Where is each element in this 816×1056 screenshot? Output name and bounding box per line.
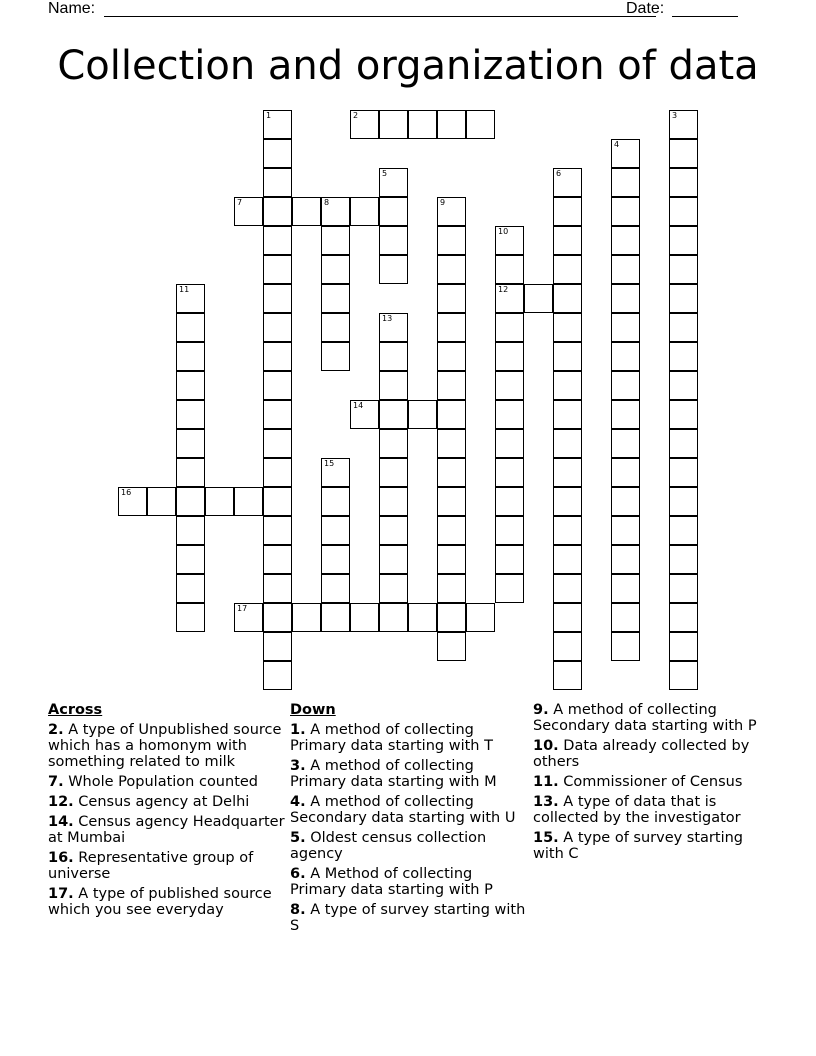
crossword-cell[interactable] bbox=[263, 110, 292, 139]
crossword-cell[interactable] bbox=[292, 603, 321, 632]
crossword-cell[interactable] bbox=[263, 429, 292, 458]
crossword-cell[interactable] bbox=[611, 197, 640, 226]
clue-number: 12 bbox=[498, 285, 509, 294]
clue-number: 14 bbox=[353, 401, 364, 410]
down-heading: Down bbox=[290, 702, 336, 718]
crossword-cell[interactable] bbox=[234, 197, 263, 226]
down-clues-continued bbox=[533, 702, 773, 866]
crossword-cell[interactable] bbox=[437, 226, 466, 255]
clue-number: 16 bbox=[121, 488, 132, 497]
crossword-cell[interactable] bbox=[176, 342, 205, 371]
crossword-cell[interactable] bbox=[176, 516, 205, 545]
crossword-cell[interactable] bbox=[437, 603, 466, 632]
crossword-cell[interactable] bbox=[379, 255, 408, 284]
crossword-cell[interactable] bbox=[553, 487, 582, 516]
crossword-cell[interactable] bbox=[669, 545, 698, 574]
clue-down-1: 1. A method of collecting Primary data starting with T bbox=[290, 722, 493, 754]
crossword-cell[interactable] bbox=[495, 487, 524, 516]
crossword-cell[interactable] bbox=[176, 429, 205, 458]
clue-across-14: 14. Census agency Headquarter at Mumbai bbox=[48, 814, 285, 846]
crossword-cell[interactable] bbox=[321, 458, 350, 487]
crossword-cell[interactable] bbox=[176, 545, 205, 574]
crossword-cell[interactable] bbox=[321, 487, 350, 516]
crossword-cell[interactable] bbox=[437, 371, 466, 400]
clue-down-10: 10. Data already collected by others bbox=[533, 738, 750, 770]
crossword-cell[interactable] bbox=[524, 284, 553, 313]
clue-down-6: 6. A Method of collecting Primary data starting with P bbox=[290, 866, 493, 898]
clue-number: 1 bbox=[266, 111, 272, 120]
clue-down-9: 9. A method of collecting Secondary data starting with P bbox=[533, 702, 757, 734]
clue-down-8: 8. A type of survey starting with S bbox=[290, 902, 526, 934]
crossword-cell[interactable] bbox=[611, 516, 640, 545]
crossword-cell[interactable] bbox=[495, 429, 524, 458]
crossword-cell[interactable] bbox=[553, 632, 582, 661]
crossword-cell[interactable] bbox=[669, 110, 698, 139]
crossword-cell[interactable] bbox=[263, 168, 292, 197]
crossword-cell[interactable] bbox=[379, 168, 408, 197]
crossword-cell[interactable] bbox=[495, 400, 524, 429]
crossword-cell[interactable] bbox=[263, 661, 292, 690]
crossword-cell[interactable] bbox=[437, 429, 466, 458]
crossword-cell[interactable] bbox=[408, 110, 437, 139]
crossword-cell[interactable] bbox=[263, 516, 292, 545]
crossword-cell[interactable] bbox=[263, 226, 292, 255]
crossword-cell[interactable] bbox=[611, 603, 640, 632]
clue-number: 9 bbox=[440, 198, 446, 207]
crossword-cell[interactable] bbox=[147, 487, 176, 516]
clue-down-13: 13. A type of data that is collected by the investigator bbox=[533, 794, 741, 826]
crossword-cell[interactable] bbox=[379, 545, 408, 574]
crossword-cell[interactable] bbox=[611, 458, 640, 487]
crossword-cell[interactable] bbox=[669, 487, 698, 516]
crossword-cell[interactable] bbox=[553, 197, 582, 226]
crossword-cell[interactable] bbox=[379, 197, 408, 226]
clue-number: 2 bbox=[353, 111, 359, 120]
crossword-cell[interactable] bbox=[205, 487, 234, 516]
crossword-cell[interactable] bbox=[176, 371, 205, 400]
crossword-cell[interactable] bbox=[611, 487, 640, 516]
crossword-cell[interactable] bbox=[263, 197, 292, 226]
crossword-cell[interactable] bbox=[379, 400, 408, 429]
clue-down-11: 11. Commissioner of Census bbox=[533, 774, 743, 790]
crossword-cell[interactable] bbox=[263, 603, 292, 632]
crossword-cell[interactable] bbox=[379, 342, 408, 371]
crossword-cell[interactable] bbox=[553, 342, 582, 371]
crossword-cell[interactable] bbox=[553, 661, 582, 690]
crossword-cell[interactable] bbox=[495, 545, 524, 574]
crossword-cell[interactable] bbox=[321, 342, 350, 371]
crossword-cell[interactable] bbox=[379, 516, 408, 545]
crossword-cell[interactable] bbox=[553, 313, 582, 342]
crossword-cell[interactable] bbox=[553, 371, 582, 400]
crossword-cell[interactable] bbox=[263, 139, 292, 168]
crossword-cell[interactable] bbox=[437, 255, 466, 284]
crossword-cell[interactable] bbox=[321, 603, 350, 632]
crossword-cell[interactable] bbox=[495, 371, 524, 400]
crossword-cell[interactable] bbox=[669, 342, 698, 371]
crossword-cell[interactable] bbox=[669, 197, 698, 226]
crossword-cell[interactable] bbox=[350, 400, 379, 429]
crossword-cell[interactable] bbox=[669, 284, 698, 313]
crossword-cell[interactable] bbox=[263, 255, 292, 284]
crossword-cell[interactable] bbox=[611, 284, 640, 313]
clue-across-17: 17. A type of published source which you see everyday bbox=[48, 886, 272, 918]
clue-number: 8 bbox=[324, 198, 330, 207]
clue-number: 5 bbox=[382, 169, 388, 178]
crossword-cell[interactable] bbox=[350, 110, 379, 139]
crossword-cell[interactable] bbox=[611, 139, 640, 168]
crossword-cell[interactable] bbox=[379, 110, 408, 139]
crossword-cell[interactable] bbox=[611, 255, 640, 284]
crossword-cell[interactable] bbox=[669, 603, 698, 632]
crossword-cell[interactable] bbox=[263, 400, 292, 429]
crossword-cell[interactable] bbox=[176, 284, 205, 313]
crossword-cell[interactable] bbox=[176, 458, 205, 487]
crossword-cell[interactable] bbox=[379, 429, 408, 458]
crossword-cell[interactable] bbox=[669, 632, 698, 661]
crossword-cell[interactable] bbox=[437, 545, 466, 574]
crossword-cell[interactable] bbox=[553, 574, 582, 603]
crossword-cell[interactable] bbox=[408, 400, 437, 429]
crossword-cell[interactable] bbox=[495, 313, 524, 342]
crossword-cell[interactable] bbox=[437, 342, 466, 371]
crossword-cell[interactable] bbox=[263, 342, 292, 371]
crossword-cell[interactable] bbox=[176, 400, 205, 429]
crossword-cell[interactable] bbox=[611, 371, 640, 400]
crossword-cell[interactable] bbox=[263, 545, 292, 574]
crossword-cell[interactable] bbox=[611, 429, 640, 458]
crossword-cell[interactable] bbox=[669, 226, 698, 255]
crossword-cell[interactable] bbox=[669, 661, 698, 690]
clue-down-5: 5. Oldest census collection agency bbox=[290, 830, 487, 862]
clue-down-3: 3. A method of collecting Primary data starting with M bbox=[290, 758, 497, 790]
crossword-cell[interactable] bbox=[321, 313, 350, 342]
crossword-cell[interactable] bbox=[669, 255, 698, 284]
crossword-cell[interactable] bbox=[437, 284, 466, 313]
crossword-cell[interactable] bbox=[495, 342, 524, 371]
crossword-cell[interactable] bbox=[234, 487, 263, 516]
crossword-cell[interactable] bbox=[611, 226, 640, 255]
clue-number: 15 bbox=[324, 459, 335, 468]
crossword-cell[interactable] bbox=[611, 168, 640, 197]
crossword-cell[interactable] bbox=[611, 574, 640, 603]
crossword-cell[interactable] bbox=[263, 313, 292, 342]
clue-down-15: 15. A type of survey starting with C bbox=[533, 830, 744, 862]
crossword-cell[interactable] bbox=[437, 110, 466, 139]
crossword-cell[interactable] bbox=[553, 400, 582, 429]
crossword-cell[interactable] bbox=[379, 603, 408, 632]
crossword-cell[interactable] bbox=[669, 168, 698, 197]
clue-number: 10 bbox=[498, 227, 509, 236]
crossword-cell[interactable] bbox=[466, 603, 495, 632]
crossword-cell[interactable] bbox=[495, 255, 524, 284]
crossword-cell[interactable] bbox=[292, 197, 321, 226]
date-label: Date: bbox=[626, 0, 665, 17]
clue-across-12: 12. Census agency at Delhi bbox=[48, 794, 250, 810]
crossword-cell[interactable] bbox=[611, 400, 640, 429]
crossword-cell[interactable] bbox=[379, 574, 408, 603]
crossword-cell[interactable] bbox=[466, 110, 495, 139]
crossword-cell[interactable] bbox=[553, 516, 582, 545]
clue-number: 4 bbox=[614, 140, 620, 149]
clue-across-7: 7. Whole Population counted bbox=[48, 774, 259, 790]
crossword-cell[interactable] bbox=[669, 429, 698, 458]
crossword-cell[interactable] bbox=[379, 313, 408, 342]
crossword-cell[interactable] bbox=[176, 574, 205, 603]
crossword-cell[interactable] bbox=[437, 632, 466, 661]
crossword-cell[interactable] bbox=[437, 313, 466, 342]
crossword-cell[interactable] bbox=[437, 458, 466, 487]
clue-across-2: 2. A type of Unpublished source which has a homonym with something related to milk bbox=[48, 722, 282, 770]
crossword-cell[interactable] bbox=[553, 255, 582, 284]
crossword-cell[interactable] bbox=[495, 574, 524, 603]
crossword-cell[interactable] bbox=[321, 516, 350, 545]
crossword-cell[interactable] bbox=[321, 197, 350, 226]
crossword-cell[interactable] bbox=[263, 458, 292, 487]
crossword-cell[interactable] bbox=[495, 284, 524, 313]
clue-number: 17 bbox=[237, 604, 248, 613]
crossword-cell[interactable] bbox=[234, 603, 263, 632]
crossword-cell[interactable] bbox=[495, 458, 524, 487]
crossword-cell[interactable] bbox=[321, 574, 350, 603]
crossword-cell[interactable] bbox=[553, 458, 582, 487]
crossword-cell[interactable] bbox=[263, 632, 292, 661]
crossword-cell[interactable] bbox=[176, 487, 205, 516]
crossword-cell[interactable] bbox=[321, 226, 350, 255]
crossword-cell[interactable] bbox=[379, 458, 408, 487]
crossword-cell[interactable] bbox=[437, 197, 466, 226]
crossword-cell[interactable] bbox=[263, 284, 292, 313]
crossword-cell[interactable] bbox=[553, 545, 582, 574]
crossword-cell[interactable] bbox=[350, 603, 379, 632]
clue-number: 13 bbox=[382, 314, 393, 323]
crossword-cell[interactable] bbox=[553, 429, 582, 458]
name-label: Name: bbox=[48, 0, 96, 17]
crossword-cell[interactable] bbox=[553, 603, 582, 632]
crossword-cell[interactable] bbox=[408, 603, 437, 632]
crossword-cell[interactable] bbox=[669, 400, 698, 429]
clue-down-4: 4. A method of collecting Secondary data starting with U bbox=[290, 794, 516, 826]
crossword-cell[interactable] bbox=[263, 371, 292, 400]
crossword-cell[interactable] bbox=[379, 487, 408, 516]
crossword-cell[interactable] bbox=[263, 574, 292, 603]
crossword-cell[interactable] bbox=[495, 226, 524, 255]
crossword-cell[interactable] bbox=[669, 574, 698, 603]
crossword-cell[interactable] bbox=[321, 284, 350, 313]
crossword-cell[interactable] bbox=[611, 313, 640, 342]
crossword-cell[interactable] bbox=[118, 487, 147, 516]
crossword-cell[interactable] bbox=[553, 226, 582, 255]
crossword-cell[interactable] bbox=[379, 371, 408, 400]
clue-across-16: 16. Representative group of universe bbox=[48, 850, 254, 882]
crossword-cell[interactable] bbox=[379, 226, 408, 255]
clue-number: 3 bbox=[672, 111, 678, 120]
crossword-cell[interactable] bbox=[176, 603, 205, 632]
crossword-cell[interactable] bbox=[611, 632, 640, 661]
crossword-cell[interactable] bbox=[553, 168, 582, 197]
clue-number: 7 bbox=[237, 198, 243, 207]
crossword-cell[interactable] bbox=[437, 574, 466, 603]
crossword-cell[interactable] bbox=[176, 313, 205, 342]
crossword-cell[interactable] bbox=[611, 342, 640, 371]
crossword-cell[interactable] bbox=[669, 516, 698, 545]
crossword-cell[interactable] bbox=[263, 487, 292, 516]
page-title: Collection and organization of data bbox=[57, 43, 759, 89]
crossword-cell[interactable] bbox=[669, 371, 698, 400]
clue-number: 11 bbox=[179, 285, 190, 294]
crossword-cell[interactable] bbox=[553, 284, 582, 313]
crossword-cell[interactable] bbox=[437, 400, 466, 429]
across-heading: Across bbox=[48, 702, 103, 718]
crossword-cell[interactable] bbox=[669, 139, 698, 168]
crossword-cell[interactable] bbox=[495, 516, 524, 545]
crossword-cell[interactable] bbox=[669, 313, 698, 342]
crossword-cell[interactable] bbox=[611, 545, 640, 574]
crossword-cell[interactable] bbox=[321, 255, 350, 284]
crossword-cell[interactable] bbox=[350, 197, 379, 226]
crossword-cell[interactable] bbox=[669, 458, 698, 487]
crossword-cell[interactable] bbox=[321, 545, 350, 574]
down-clues bbox=[290, 702, 530, 938]
clue-number: 6 bbox=[556, 169, 562, 178]
crossword-cell[interactable] bbox=[437, 516, 466, 545]
across-clues bbox=[48, 702, 288, 922]
crossword-cell[interactable] bbox=[437, 487, 466, 516]
